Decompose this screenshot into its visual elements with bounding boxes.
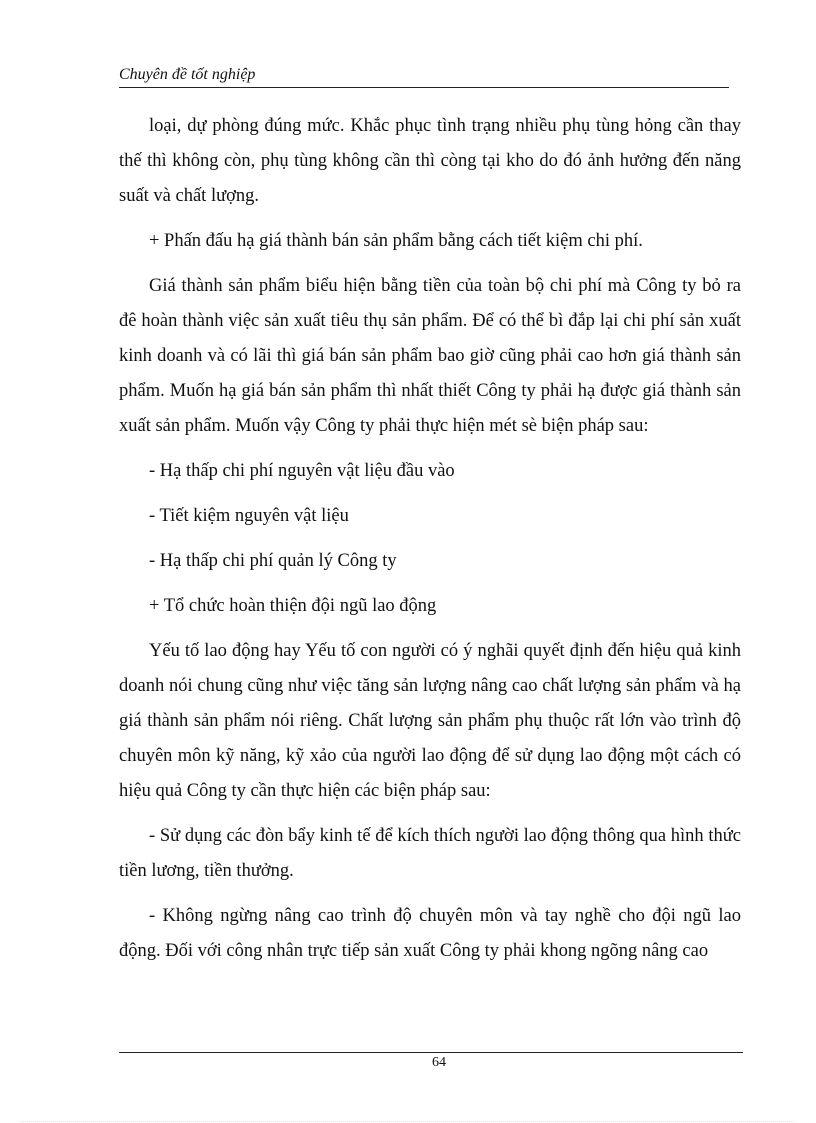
- running-header: Chuyên đề tốt nghiệp: [119, 66, 729, 88]
- list-item: + Phấn đấu hạ giá thành bán sản phẩm bằng cách tiết kiệm chi phí.: [149, 231, 643, 251]
- paragraph: - Không ngừng nâng cao trình độ chuyên môn và tay nghề cho đội ngũ lao động. Đối với công nhân trực tiếp sản xuất Công ty phải khong ngõng nâng cao: [119, 906, 741, 961]
- list-item: - Hạ thấp chi phí quản lý Công ty: [149, 551, 397, 571]
- paragraph: - Sử dụng các đòn bẩy kinh tế để kích thích người lao động thông qua hình thức tiền lương, tiền thưởng.: [119, 826, 741, 881]
- list-item: + Tổ chức hoàn thiện đội ngũ lao động: [149, 596, 437, 616]
- page-edge-divider: [20, 1121, 796, 1122]
- paragraph: loại, dự phòng đúng mức. Khắc phục tình trạng nhiều phụ tùng hỏng cần thay thế thì không còn, phụ tùng không cần thì còng tại kho do đó ảnh hưởng đến năng suất và chất lượng.: [119, 116, 741, 206]
- list-item: - Tiết kiệm nguyên vật liệu: [149, 506, 349, 526]
- page-number: 64: [432, 1055, 446, 1070]
- body-text: [119, 109, 741, 969]
- paragraph: Yếu tố lao động hay Yếu tố con người có ý nghãi quyết định đến hiệu quả kinh doanh nói chung cũng như việc tăng sản lượng nâng cao chất lượng sản phẩm và hạ giá thành sản phẩm nói riêng. Chất lượng sản phẩm phụ thuộc rất lớn vào trình độ chuyên môn kỹ năng, kỹ xảo của người lao động để sử dụng lao động một cách có hiệu quả Công ty cần thực hiện các biện pháp sau:: [119, 641, 741, 801]
- footer-rule: [119, 1052, 743, 1053]
- paragraph: Giá thành sản phẩm biểu hiện bằng tiền của toàn bộ chi phí mà Công ty bỏ ra đê hoàn thành việc sản xuất tiêu thụ sản phẩm. Để có thể bì đắp lại chi phí sản xuất kinh doanh và có lãi thì giá bán sản phẩm bao giờ cũng phải cao hơn giá thành sản phẩm. Muốn hạ giá bán sản phẩm thì nhất thiết Công ty phải hạ được giá thành sản xuất sản phẩm. Muốn vậy Công ty phải thực hiện mét sè biện pháp sau:: [119, 276, 741, 436]
- list-item: - Hạ thấp chi phí nguyên vật liệu đầu vào: [149, 461, 455, 481]
